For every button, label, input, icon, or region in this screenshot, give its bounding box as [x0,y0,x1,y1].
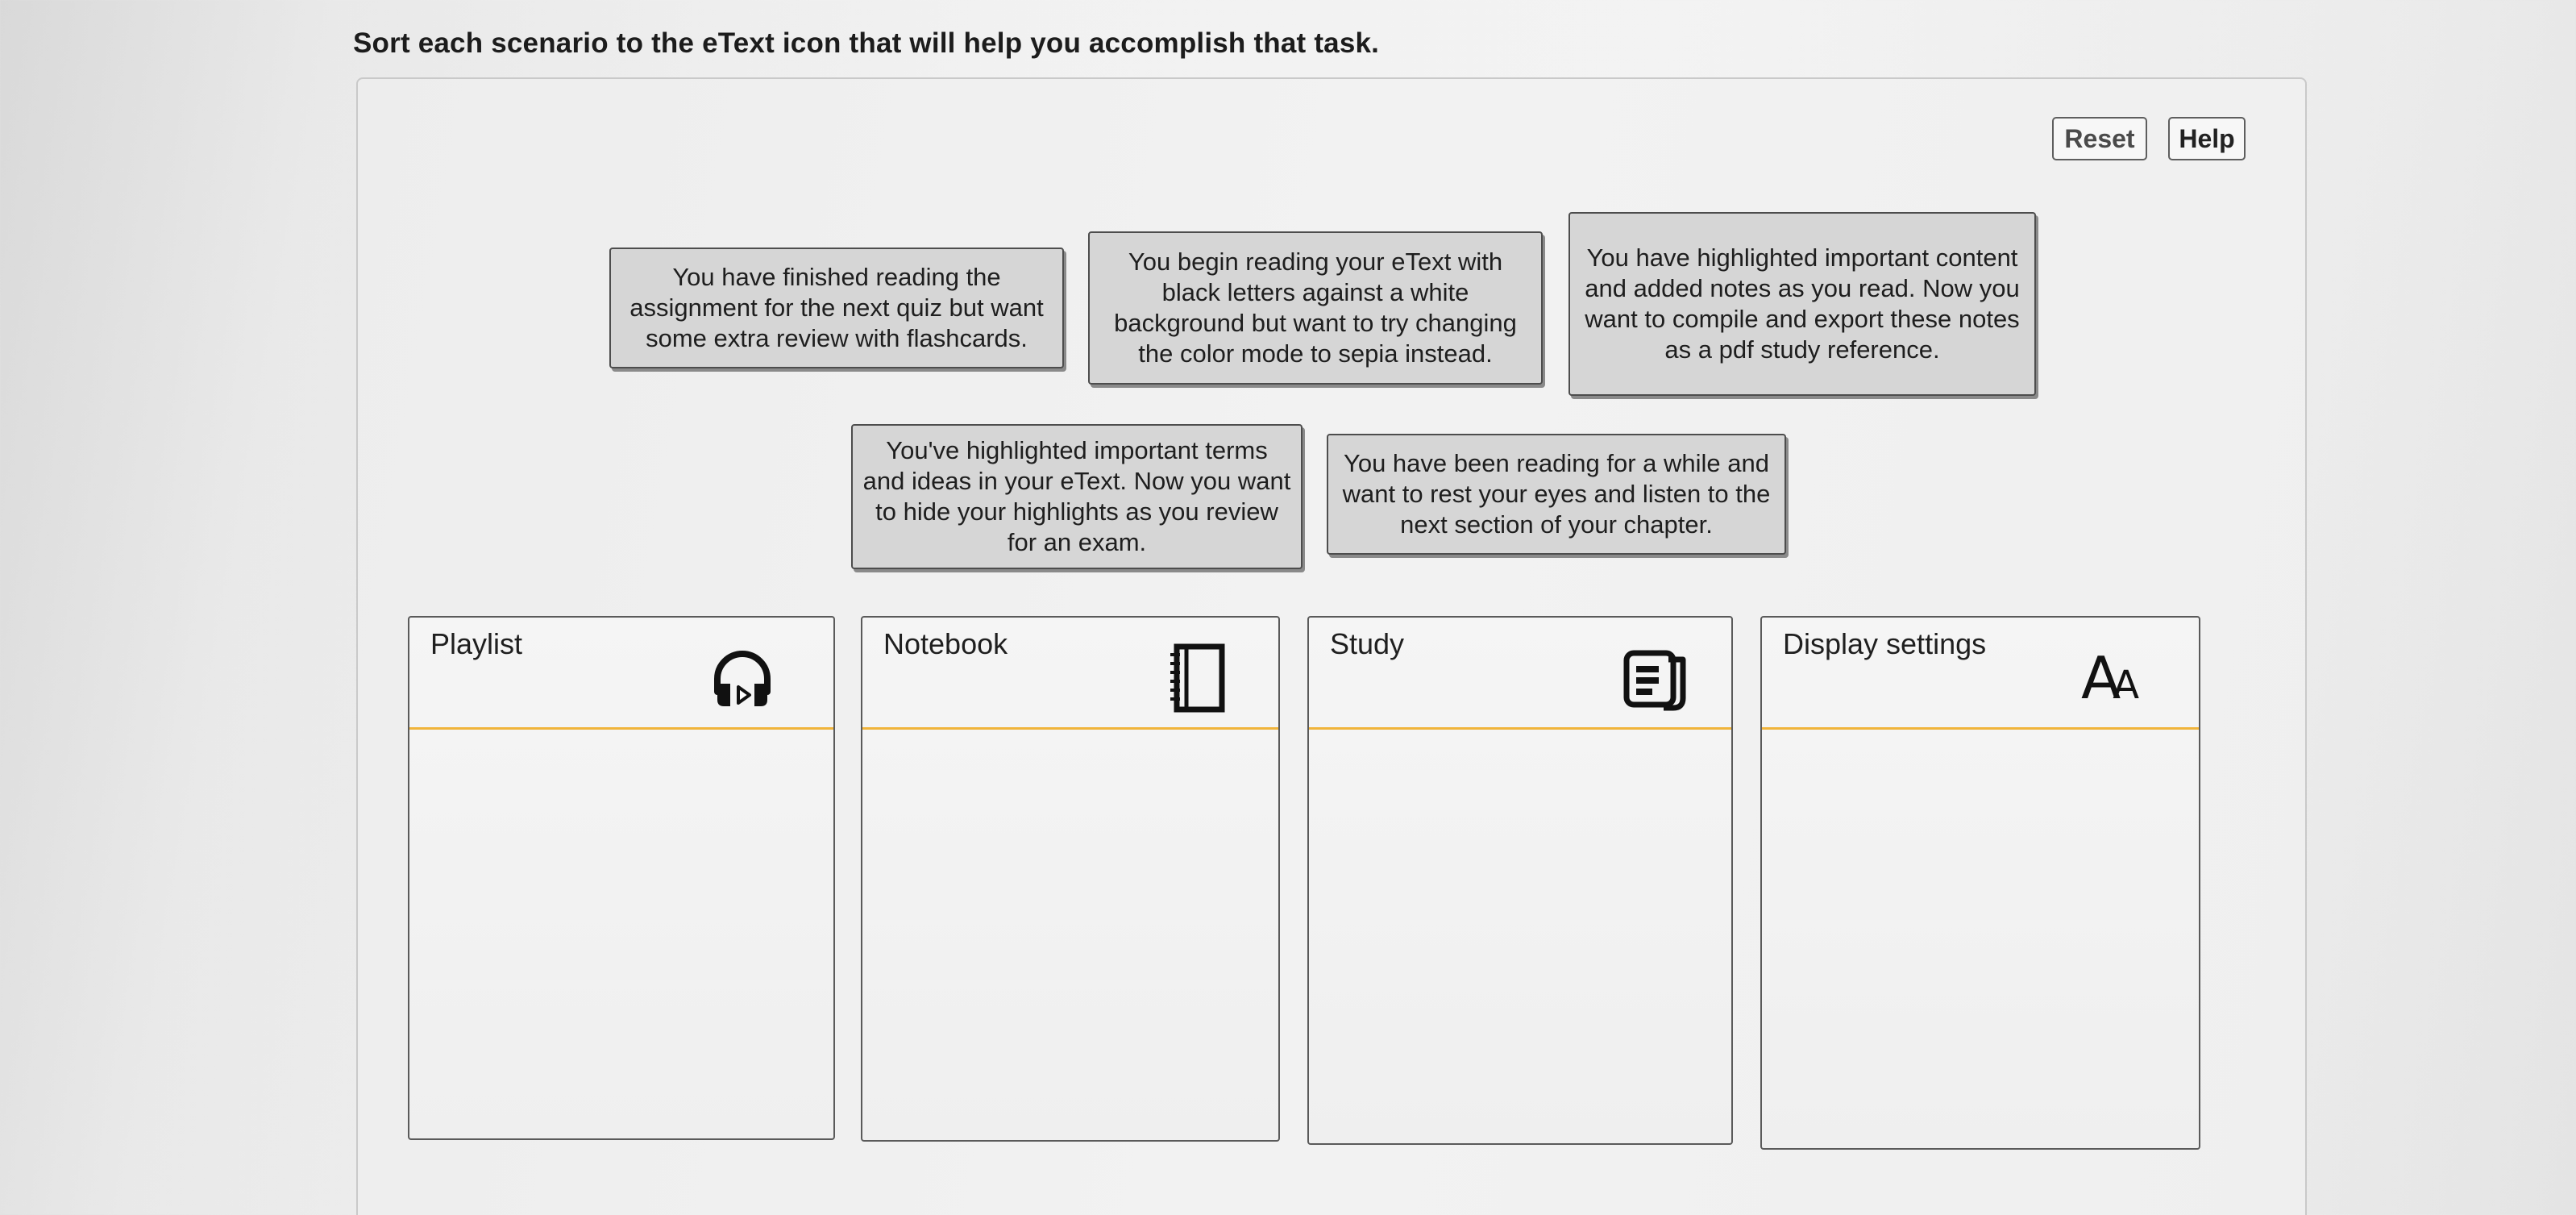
bin-header [1309,618,1731,730]
bin-title-playlist: Playlist [430,627,523,660]
instruction-heading: Sort each scenario to the eText icon that will help you accomplish that task. [353,27,1380,59]
text-size-icon [2081,642,2154,714]
scenario-card-hide-highlights[interactable]: You've highlighted important terms and ideas in your eText. Now you want to hide your highlights as you review for an exam. [851,424,1303,569]
bin-title-notebook: Notebook [883,627,1008,660]
drop-zone-playlist[interactable] [408,616,835,1140]
bin-title-display-settings: Display settings [1783,627,1987,660]
help-button[interactable]: Help [2168,117,2246,160]
bin-title-study: Study [1330,627,1405,660]
study-icon [1620,642,1693,714]
scenario-card-sepia[interactable]: You begin reading your eText with black letters against a white background but want to try changing the color mode to sepia instead. [1088,231,1543,385]
headphones-icon [706,642,779,714]
bin-header [409,618,833,730]
drop-zone-display-settings[interactable] [1760,616,2200,1150]
scenario-card-export-notes[interactable]: You have highlighted important content and added notes as you read. Now you want to compile and export these notes as a pdf study reference. [1568,212,2036,396]
drop-zone-notebook[interactable] [861,616,1280,1142]
notebook-icon [1161,642,1233,714]
text-size-large-a: A [2081,644,2113,712]
scenario-card-flashcards[interactable]: You have finished reading the assignment for the next quiz but want some extra review with flashcards. [609,248,1064,368]
drop-zone-study[interactable] [1307,616,1733,1145]
scenario-card-listen[interactable]: You have been reading for a while and want to rest your eyes and listen to the next section of your chapter. [1327,434,1786,555]
bin-header [1762,618,2199,730]
reset-button[interactable]: Reset [2052,117,2147,160]
text-size-small-a: A [2113,663,2132,708]
bin-header [862,618,1278,730]
